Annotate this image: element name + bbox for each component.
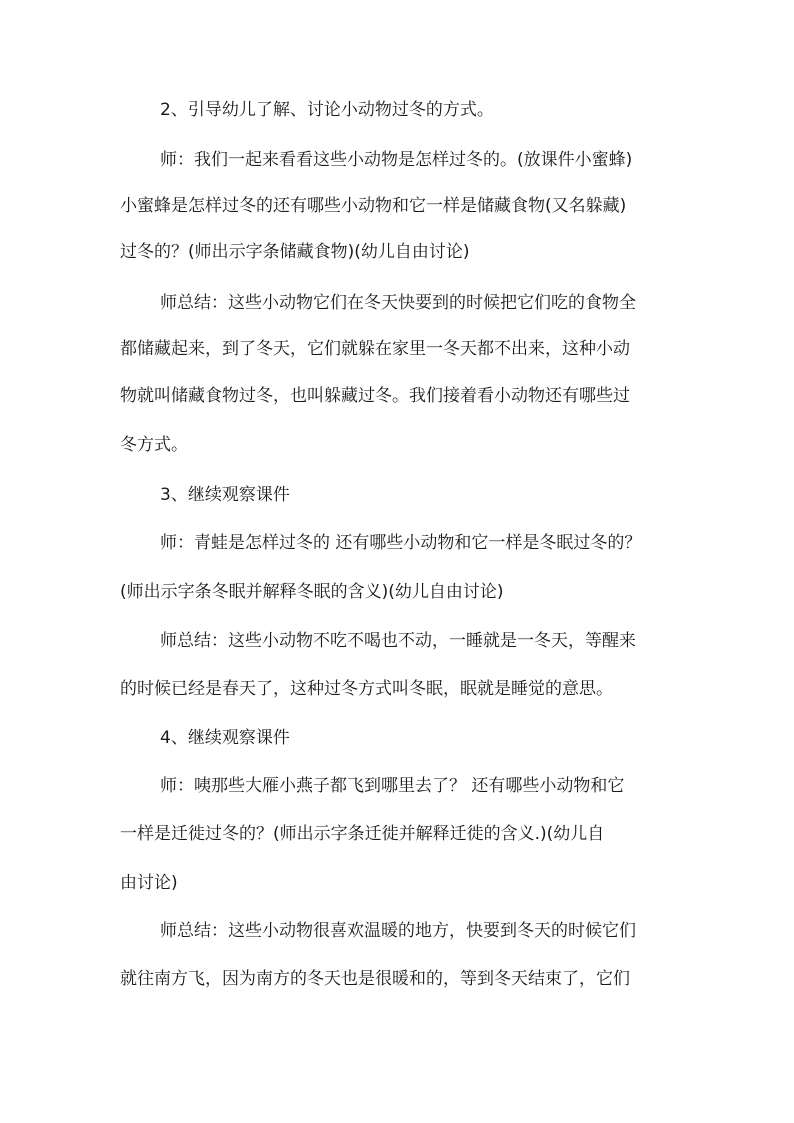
section-heading-4: 4、继续观察课件 <box>160 728 290 748</box>
paragraph-line: 由讨论) <box>120 873 178 893</box>
paragraph-line: 师：我们一起来看看这些小动物是怎样过冬的。(放课件小蜜蜂) <box>160 150 633 170</box>
paragraph-line: 小蜜蜂是怎样过冬的还有哪些小动物和它一样是储藏食物(又名躲藏) <box>120 196 627 216</box>
paragraph-line: 冬方式。 <box>120 435 188 455</box>
paragraph-line: (师出示字条冬眠并解释冬眠的含义)(幼儿自由讨论) <box>120 582 504 602</box>
paragraph-line: 师总结：这些小动物不吃不喝也不动，一睡就是一冬天，等醒来 <box>160 631 636 651</box>
paragraph-line: 师总结：这些小动物很喜欢温暖的地方，快要到冬天的时候它们 <box>160 921 636 941</box>
paragraph-line: 物就叫储藏食物过冬，也叫躲藏过冬。我们接着看小动物还有哪些过 <box>120 386 630 406</box>
paragraph-line: 都储藏起来，到了冬天，它们就躲在家里一冬天都不出来，这种小动 <box>120 339 630 359</box>
paragraph-line: 师：青蛙是怎样过冬的 还有哪些小动物和它一样是冬眠过冬的？ <box>160 533 642 553</box>
paragraph-line: 的时候已经是春天了，这种过冬方式叫冬眠，眠就是睡觉的意思。 <box>120 679 613 699</box>
paragraph-line: 就往南方飞，因为南方的冬天也是很暖和的，等到冬天结束了，它们 <box>120 969 630 989</box>
paragraph-line: 一样是迁徙过冬的？(师出示字条迁徙并解释迁徙的含义.)(幼儿自 <box>120 824 605 844</box>
paragraph-line: 师：咦那些大雁小燕子都飞到哪里去了？ 还有哪些小动物和它 <box>160 776 625 796</box>
paragraph-line: 过冬的？(师出示字条储藏食物)(幼儿自由讨论) <box>120 242 470 262</box>
paragraph-line: 师总结：这些小动物它们在冬天快要到的时候把它们吃的食物全 <box>160 293 636 313</box>
section-heading-3: 3、继续观察课件 <box>160 485 290 505</box>
section-heading-2: 2、引导幼儿了解、讨论小动物过冬的方式。 <box>160 100 494 120</box>
